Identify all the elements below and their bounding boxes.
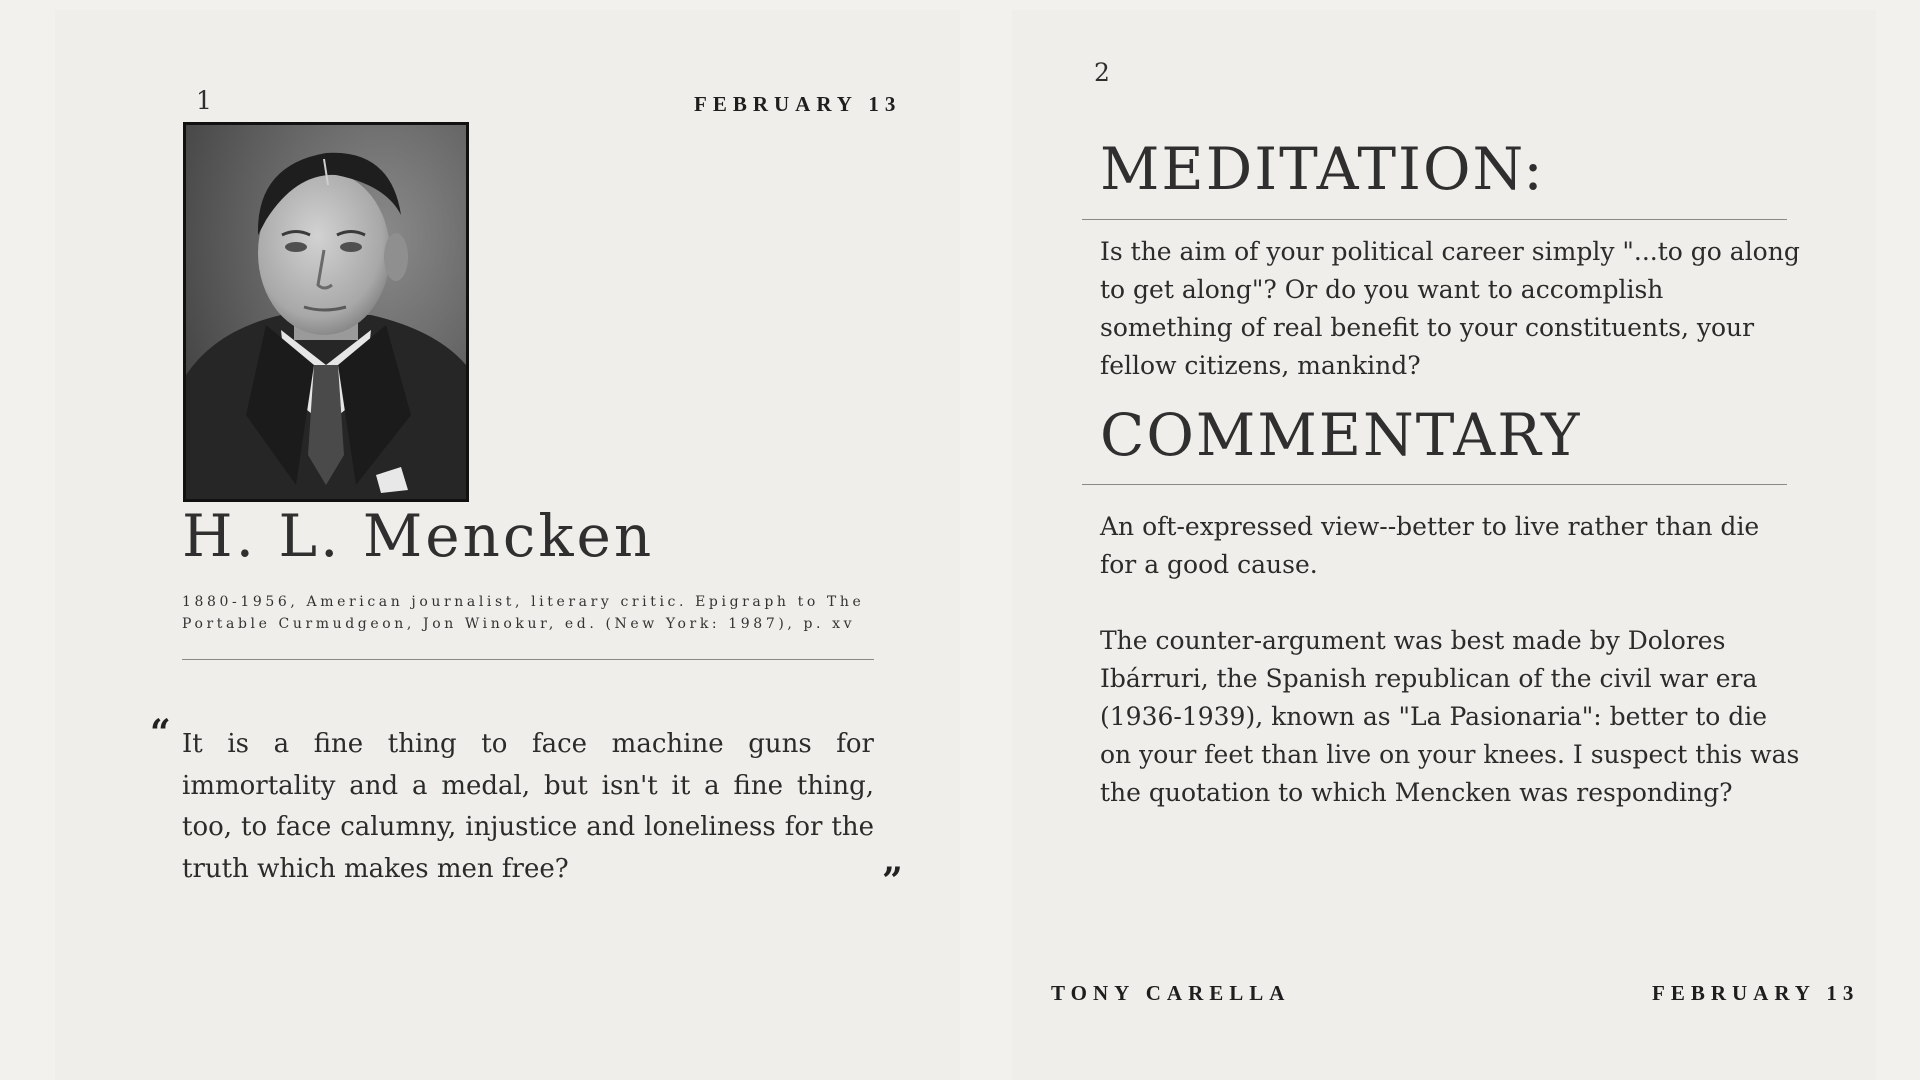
meditation-paragraph: Is the aim of your political career simply "...to go along to get along"? Or do you want to accomplish something of real benefit to your constituents, your fellow citizens, mankind? [1100,237,1800,380]
page-number-left: 1 [196,86,212,115]
open-quote-icon: “ [150,712,171,754]
date-footer-right: FEBRUARY 13 [1652,981,1860,1005]
meditation-heading: MEDITATION: [1100,135,1545,203]
commentary-paragraph-1: An oft-expressed view--better to live rather than die for a good cause. [1100,512,1760,579]
page-number-right: 2 [1094,58,1110,87]
meditation-divider [1082,219,1787,220]
date-header-left: FEBRUARY 13 [694,92,902,116]
person-name: H. L. Mencken [182,502,655,570]
commentary-text [1100,508,1800,812]
meditation-text [1100,233,1800,385]
commentary-divider [1082,484,1787,485]
close-quote-icon: ” [882,860,903,902]
author-footer: TONY CARELLA [1051,981,1291,1005]
person-bio: 1880-1956, American journalist, literary critic. Epigraph to The Portable Curmudgeon, Jon Winokur, ed. (New York: 1987), p. xv [182,594,865,632]
portrait-photo [183,122,469,502]
portrait-illustration [186,125,466,499]
bio-divider [182,659,874,660]
commentary-paragraph-2: The counter-argument was best made by Dolores Ibárruri, the Spanish republican of the civil war era (1936-1939), known as "La Pasionaria": better to die on your feet than live on your knees. I suspect this was the quotation to which Mencken was responding? [1100,626,1800,807]
commentary-heading: COMMENTARY [1100,401,1582,469]
quote-text: It is a fine thing to face machine guns for immortality and a medal, but isn't it a fine thing, too, to face calumny, injustice and loneliness for the truth which makes men free? [182,729,874,884]
